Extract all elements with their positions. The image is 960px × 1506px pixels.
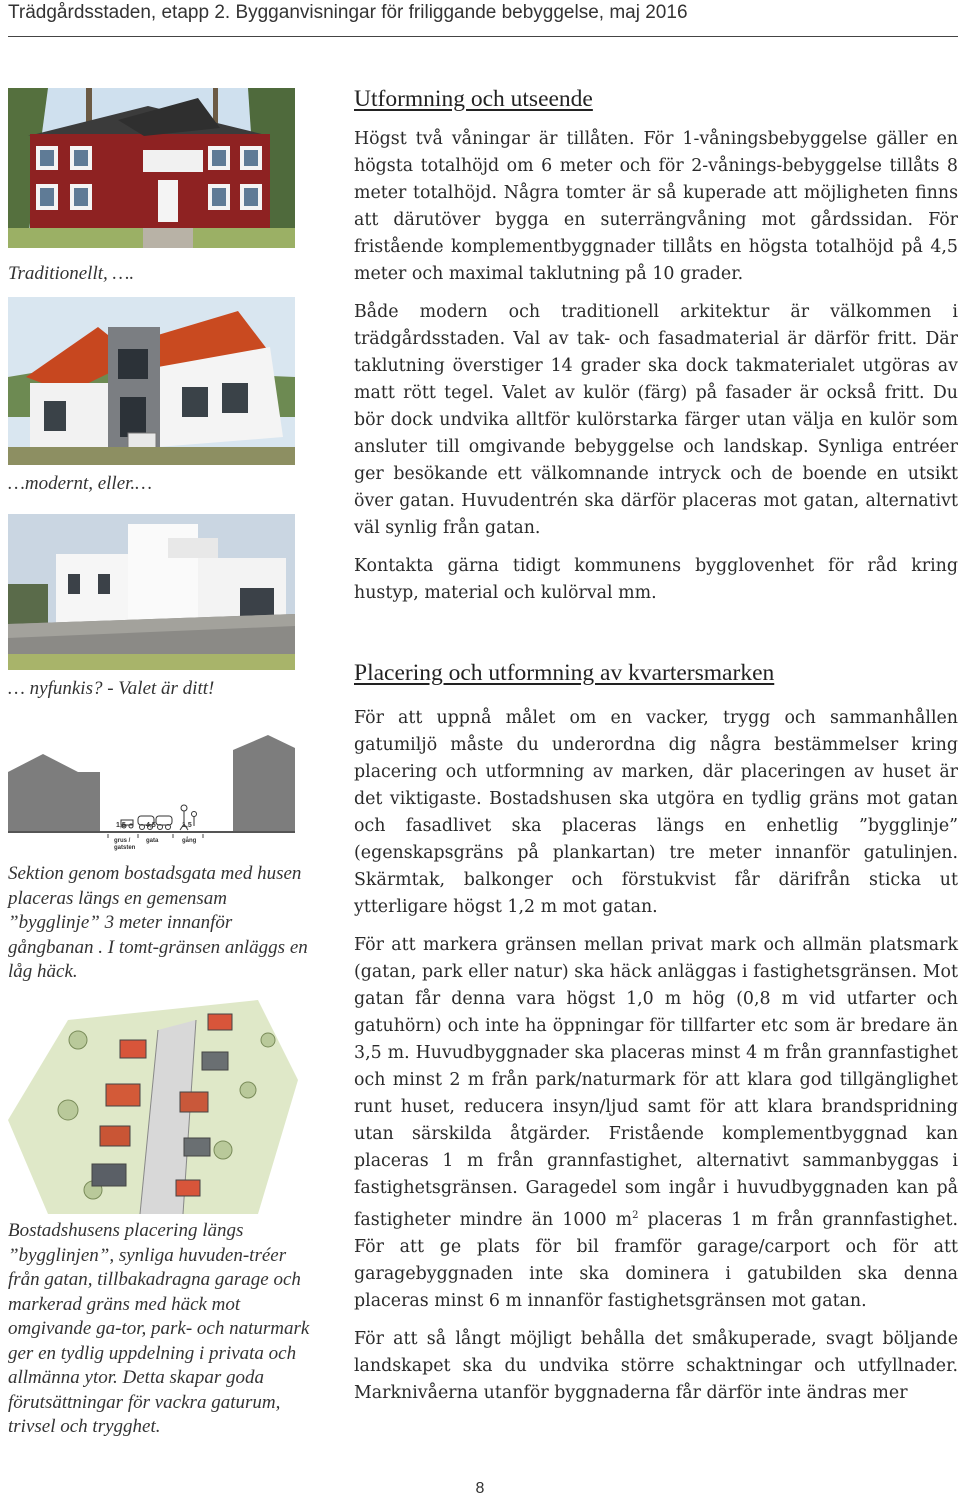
paragraph: Kontakta gärna tidigt kommunens bygglovenhet för råd kring hustyp, material och kulörval mm.	[354, 556, 958, 603]
section-placement	[354, 658, 958, 1407]
zone-label: grus / gatsten	[114, 838, 136, 851]
section-appearance	[354, 84, 958, 607]
paragraph: För att uppnå målet om en vacker, trygg och sammanhållen gatumiljö måste du underordna dig några bestämmelser kring placering och utformning av marken, där placeringen av huset är det viktigaste. Bostadshusen ska utgöra en tydlig gräns mot gatan och fasadlivet ska placeras längs en enhetlig ”bygglinje” (egenskapsgräns på plankartan) tre meter innanför gatulinjen. Skärmtak, balkonger och förstukvist får därifrån sticka ut ytterligare högst 1,2 m mot gatan.	[354, 708, 958, 917]
heading-placement: Placering och utformning av kvartersmarken	[354, 660, 775, 686]
heading-appearance: Utformning och utseende	[354, 86, 593, 112]
site-plan-illustration	[8, 1000, 298, 1214]
paragraph-text: För att markera gränsen mellan privat mark och allmän platsmark (gatan, park eller natur) ska häck anläggas i fastighetsgränsen. Mot gatan får denna vara högst 1,0 m hög (0,8 m vid utfarter och gatuhörn) och inte ha öppningar för tillfarter etc som är bredare än 3,5 m. Huvudbyggnader ska placeras minst 4 m från grannfastighet och minst 2 m från park/naturmark för att klara god tillgänglighet runt huset, reducera insyn/ljud samt för att klara brandspridning utan särskilda åtgärder. Fristående komplementbyggnad kan placeras 1 m från grannfastighet, alternativt sammanbyggas i fastighetsgränsen. Garagedel som ingår i huvudbyggnaden kan på fastigheter mindre än 1000 m	[354, 935, 958, 1230]
caption-section: Sektion genom bostadsgata med husen placeras längs en gemensam ”bygglinje” 3 meter innanför gångbanan . I tomt-gränsen anläggs en låg häck.	[8, 863, 308, 982]
dim-label: 1,5	[182, 822, 192, 829]
header-rule	[8, 36, 958, 37]
street-section-diagram	[8, 730, 295, 858]
superscript: 2	[632, 1210, 639, 1221]
caption-nyfunkis: … nyfunkis? - Valet är ditt!	[8, 678, 215, 699]
caption-modern: …modernt, eller.…	[8, 473, 153, 494]
paragraph-text: placeras 1 m från grannfastighet. För att ge plats för bil framför garage/carport och för att garagebyggnaden inte ska dominera i gatubilden ska denna placeras minst 6 m innanför fastighetsgränsen mot gatan.	[354, 1209, 958, 1311]
zone-label: gång	[182, 838, 197, 844]
modern-house-photo	[8, 297, 295, 465]
page-number: 8	[475, 1480, 485, 1497]
paragraph: Både modern och traditionell arkitektur är välkommen i trädgårdsstaden. Val av tak- och fasadmaterial är därför fritt. Där taklutning överstiger 14 grader ska dock takmaterialet utgöras av matt rött tegel. Valet av kulör (färg) på fasader är också fritt. Du bör dock undvika alltför kulörstarka färger utan välja en kulör som ansluter till omgivande bebyggelse och landskap. Synliga entréer ger besökande ett välkomnande intryck och de boende en utsikt över gatan. Huvudentrén ska därför placeras mot gatan, alternativt väl synlig från gatan.	[354, 302, 958, 538]
paragraph: För att så långt möjligt behålla det småkuperade, svagt böljande landskapet ska du undvika större schaktningar och utfyllnader. Marknivåerna utanför byggnaderna får därför inte ändras mer	[354, 1328, 958, 1403]
zone-label: gata	[146, 838, 159, 844]
dim-label: 1,5	[116, 822, 126, 829]
traditional-house-photo	[8, 88, 295, 248]
paragraph	[354, 932, 958, 1315]
running-header: Trädgårdsstaden, etapp 2. Bygganvisningar för friliggande bebyggelse, maj 2016	[8, 2, 688, 23]
paragraph: Högst två våningar är tillåten. För 1-våningsbebyggelse gäller en högsta totalhöjd om 6 meter och för 2-vånings-bebyggelse tillåts 8 meter totalhöjd. Några tomter är så kuperade att möjligheten finns att därutöver bygga en suterrängvåning mot gårdssidan. För fristående komplementbyggnader tillåts en högsta totalhöjd på 4,5 meter och maximal taklutning på 10 grader.	[354, 129, 958, 284]
caption-traditional: Traditionellt, ….	[8, 263, 135, 284]
nyfunkis-house-photo	[8, 514, 295, 670]
caption-plan: Bostadshusens placering längs ”bygglinjen”, synliga huvuden-tréer från gatan, tillbakadragna garage och markerad gräns med häck mot omgivande ga-tor, park- och naturmark ger en tydlig uppdelning i privata och allmänna ytor. Detta skapar goda förutsättningar för vackra gaturum, trivsel och trygghet.	[8, 1220, 310, 1437]
dim-label: 4,5	[146, 822, 156, 829]
